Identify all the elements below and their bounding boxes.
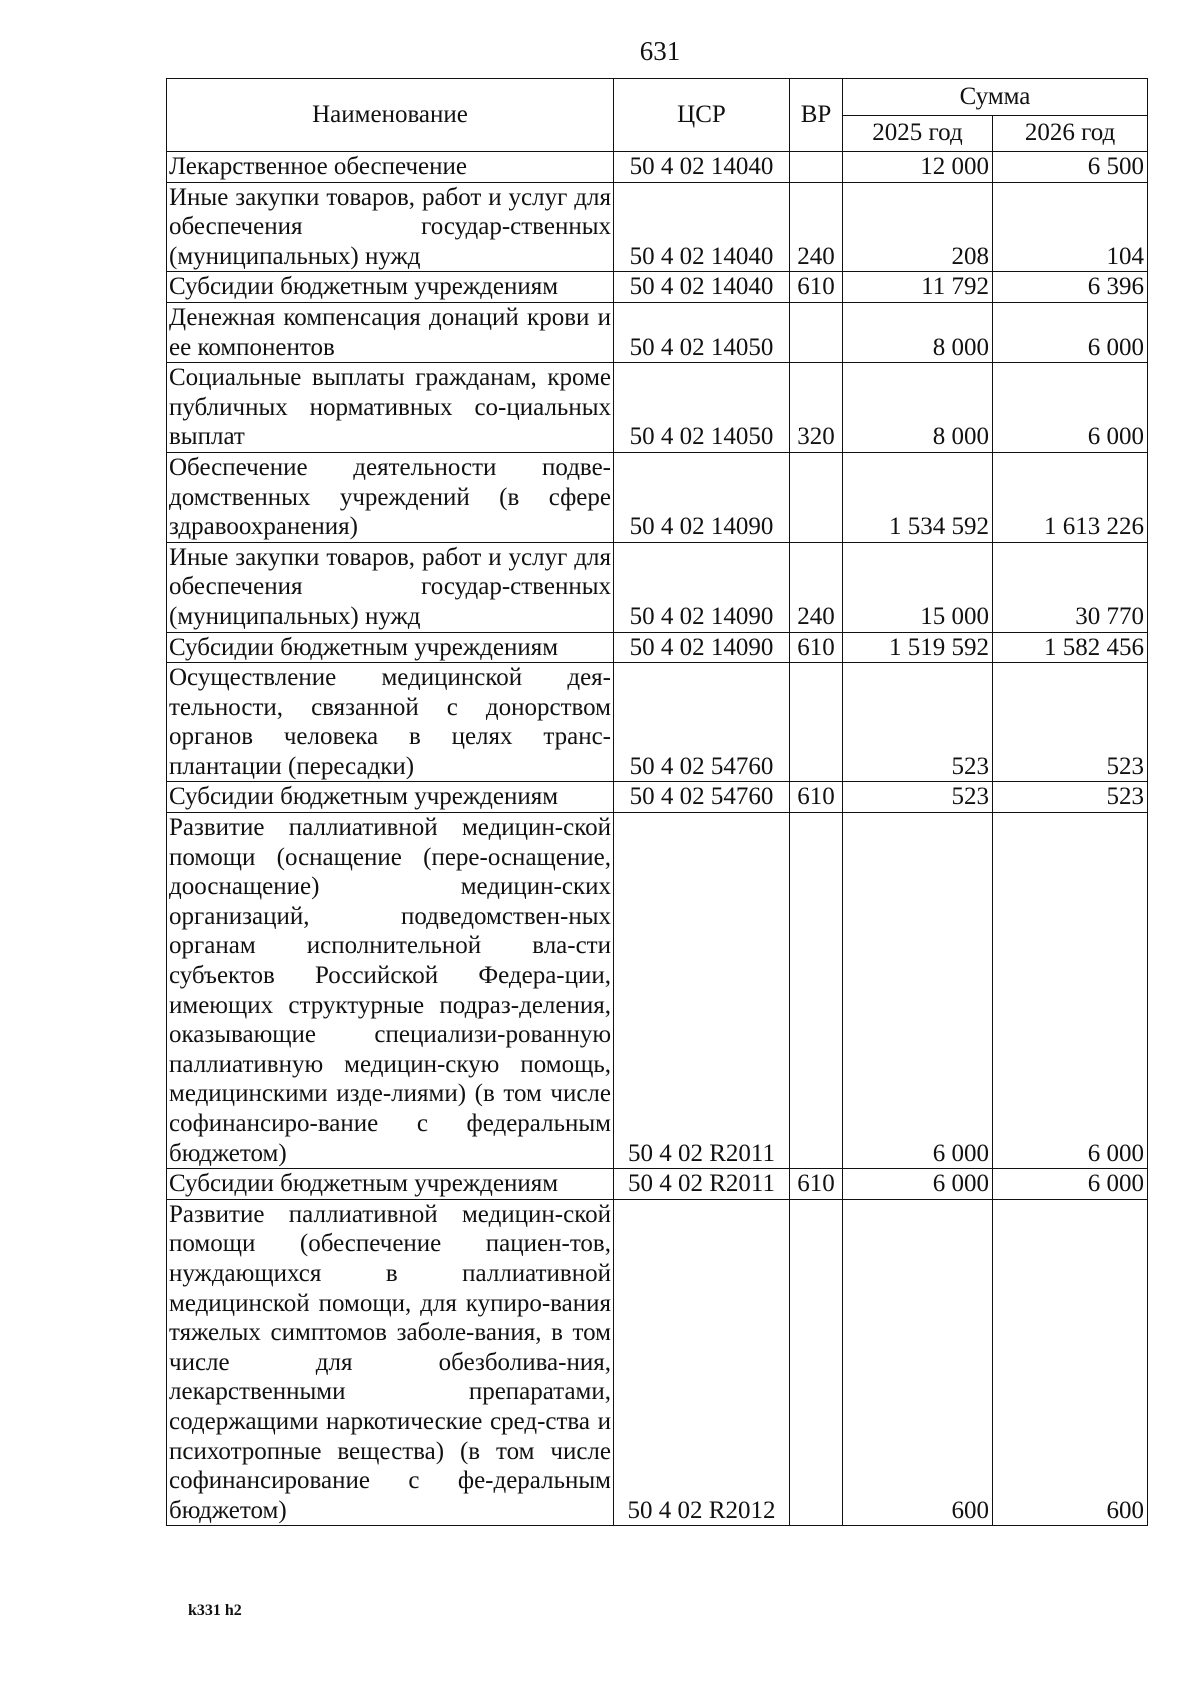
table-row — [167, 663, 1148, 782]
row-amount-2025: 6 000 — [843, 1169, 993, 1200]
table-row — [167, 813, 1148, 1169]
row-vr: 610 — [790, 782, 843, 813]
header-name: Наименование — [167, 79, 614, 152]
row-csr: 50 4 02 14090 — [614, 542, 790, 632]
row-amount-2026: 1 613 226 — [993, 452, 1148, 542]
row-amount-2026: 6 500 — [993, 152, 1148, 183]
table-header — [167, 79, 1148, 152]
table-row — [167, 632, 1148, 663]
row-vr: 610 — [790, 272, 843, 303]
row-csr: 50 4 02 54760 — [614, 663, 790, 782]
row-csr: 50 4 02 R2011 — [614, 1169, 790, 1200]
table-row — [167, 152, 1148, 183]
row-name: Иные закупки товаров, работ и услуг для обеспечения государ-ственных (муниципальных) нужд — [167, 182, 614, 272]
table-row — [167, 1199, 1148, 1526]
table-row — [167, 302, 1148, 362]
row-vr — [790, 663, 843, 782]
header-csr: ЦСР — [614, 79, 790, 152]
table-row — [167, 272, 1148, 303]
row-amount-2025: 600 — [843, 1199, 993, 1526]
table-row — [167, 782, 1148, 813]
row-amount-2025: 8 000 — [843, 302, 993, 362]
row-amount-2026: 104 — [993, 182, 1148, 272]
table-row — [167, 1169, 1148, 1200]
row-name: Иные закупки товаров, работ и услуг для обеспечения государ-ственных (муниципальных) нужд — [167, 542, 614, 632]
table-row — [167, 363, 1148, 453]
header-year-2026: 2026 год — [993, 115, 1148, 152]
header-sum: Сумма — [843, 79, 1148, 116]
row-amount-2025: 6 000 — [843, 813, 993, 1169]
row-amount-2026: 6 000 — [993, 813, 1148, 1169]
row-csr: 50 4 02 14050 — [614, 302, 790, 362]
row-amount-2025: 523 — [843, 663, 993, 782]
row-vr — [790, 813, 843, 1169]
table-body — [167, 152, 1148, 1526]
budget-table-container — [166, 78, 1147, 1526]
row-amount-2025: 12 000 — [843, 152, 993, 183]
row-name: Субсидии бюджетным учреждениям — [167, 272, 614, 303]
row-vr: 610 — [790, 1169, 843, 1200]
row-csr: 50 4 02 14050 — [614, 363, 790, 453]
table-row — [167, 452, 1148, 542]
row-amount-2025: 523 — [843, 782, 993, 813]
row-csr: 50 4 02 14040 — [614, 152, 790, 183]
row-name: Развитие паллиативной медицин-ской помощи (оснащение (пере-оснащение, дооснащение) медицин-ских организаций, подведомствен-ных органам исполнительной вла-сти субъектов Российской Федера-ции, имеющих структурные подраз-деления, оказывающие специализи-рованную паллиативную медицин-скую помощь, медицинскими изде-лиями) (в том числе софинансиро-вание с федеральным бюджетом) — [167, 813, 614, 1169]
row-amount-2026: 600 — [993, 1199, 1148, 1526]
row-name: Денежная компенсация донаций крови и ее компонентов — [167, 302, 614, 362]
row-amount-2025: 15 000 — [843, 542, 993, 632]
row-amount-2025: 8 000 — [843, 363, 993, 453]
row-vr: 610 — [790, 632, 843, 663]
row-name: Развитие паллиативной медицин-ской помощи (обеспечение пациен-тов, нуждающихся в паллиативной медицинской помощи, для купиро-вания тяжелых симптомов заболе-вания, в том числе для обезболива-ния, лекарственными препаратами, содержащими наркотические сред-ства и психотропные вещества) (в том числе софинансирование с фе-деральным бюджетом) — [167, 1199, 614, 1526]
row-csr: 50 4 02 R2011 — [614, 813, 790, 1169]
row-csr: 50 4 02 14090 — [614, 452, 790, 542]
budget-table — [166, 78, 1148, 1526]
row-amount-2025: 11 792 — [843, 272, 993, 303]
row-amount-2025: 1 534 592 — [843, 452, 993, 542]
row-name: Субсидии бюджетным учреждениям — [167, 632, 614, 663]
table-row — [167, 182, 1148, 272]
row-amount-2026: 523 — [993, 782, 1148, 813]
row-amount-2026: 523 — [993, 663, 1148, 782]
row-csr: 50 4 02 14040 — [614, 182, 790, 272]
page-number: 631 — [639, 36, 681, 66]
row-vr: 320 — [790, 363, 843, 453]
row-vr: 240 — [790, 182, 843, 272]
row-name: Лекарственное обеспечение — [167, 152, 614, 183]
row-vr — [790, 152, 843, 183]
row-name: Осуществление медицинской дея-тельности, связанной с донорством органов человека в целях транс-плантации (пересадки) — [167, 663, 614, 782]
row-vr — [790, 302, 843, 362]
row-amount-2025: 1 519 592 — [843, 632, 993, 663]
row-amount-2026: 6 000 — [993, 302, 1148, 362]
row-name: Субсидии бюджетным учреждениям — [167, 782, 614, 813]
row-vr — [790, 452, 843, 542]
row-amount-2026: 6 000 — [993, 1169, 1148, 1200]
row-csr: 50 4 02 14090 — [614, 632, 790, 663]
footer-code: k331 h2 — [188, 1602, 242, 1619]
row-csr: 50 4 02 54760 — [614, 782, 790, 813]
row-vr: 240 — [790, 542, 843, 632]
row-amount-2025: 208 — [843, 182, 993, 272]
row-name: Обеспечение деятельности подве-домственных учреждений (в сфере здравоохранения) — [167, 452, 614, 542]
header-vr: ВР — [790, 79, 843, 152]
row-amount-2026: 30 770 — [993, 542, 1148, 632]
row-name: Субсидии бюджетным учреждениям — [167, 1169, 614, 1200]
header-year-2025: 2025 год — [843, 115, 993, 152]
row-amount-2026: 6 000 — [993, 363, 1148, 453]
row-amount-2026: 6 396 — [993, 272, 1148, 303]
row-amount-2026: 1 582 456 — [993, 632, 1148, 663]
row-name: Социальные выплаты гражданам, кроме публичных нормативных со-циальных выплат — [167, 363, 614, 453]
row-csr: 50 4 02 14040 — [614, 272, 790, 303]
row-csr: 50 4 02 R2012 — [614, 1199, 790, 1526]
row-vr — [790, 1199, 843, 1526]
table-row — [167, 542, 1148, 632]
